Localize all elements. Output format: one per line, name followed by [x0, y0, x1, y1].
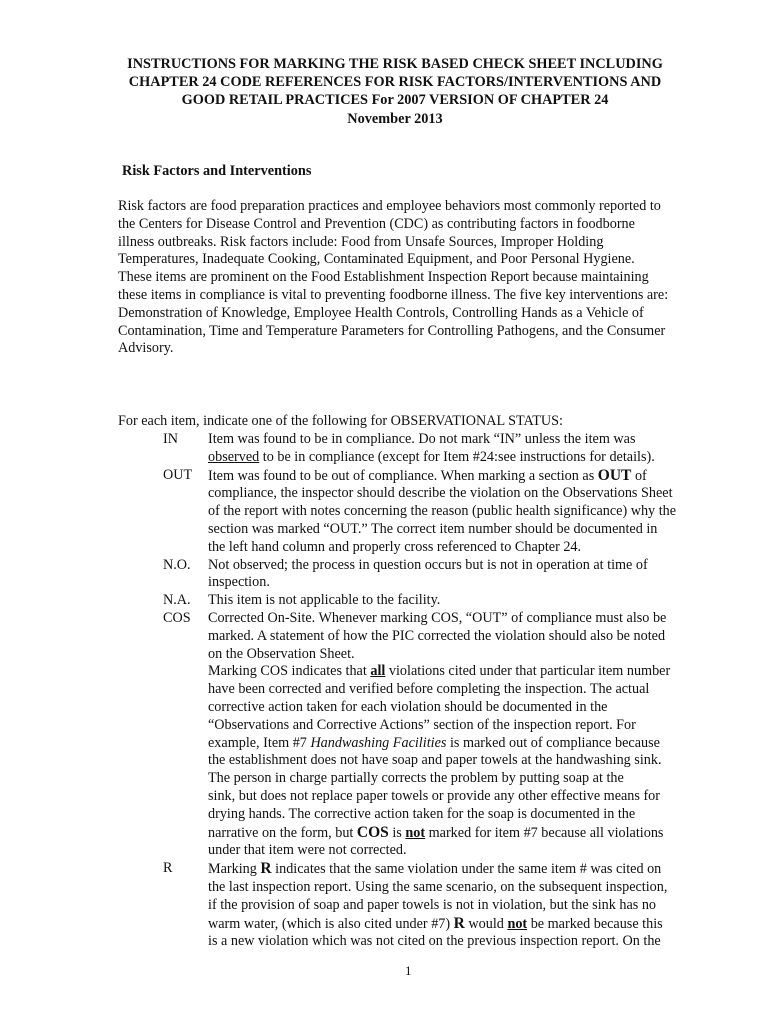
bold-underlined-text: not	[507, 915, 528, 932]
text-run: of	[631, 467, 647, 484]
page-number: 1	[405, 963, 412, 978]
text-run: Marking COS indicates that	[208, 663, 371, 680]
status-code: OUT	[163, 466, 193, 483]
bold-text: R	[453, 914, 465, 932]
description-line: Not observed; the process in question occurs but is not in operation at time of	[208, 556, 648, 573]
text-run: is	[388, 824, 406, 841]
description-line: corrective action taken for each violation should be documented in the	[208, 698, 608, 715]
description-line: compliance, the inspector should describe the violation on the Observations Sheet	[208, 485, 673, 502]
description-line	[208, 449, 718, 467]
description-line	[208, 467, 718, 486]
section-heading: Risk Factors and Interventions	[122, 163, 312, 179]
description-line: section was marked “OUT.” The correct item number should be documented in	[208, 520, 658, 537]
description-line: is a new violation which was not cited on the previous inspection report. On the	[208, 933, 661, 950]
text-run: violations cited under that particular item number	[385, 663, 671, 680]
text-run: narrative on the form, but	[208, 824, 357, 841]
paragraph-line: the Centers for Disease Control and Prevention (CDC) as contributing factors in foodborne	[118, 215, 635, 232]
description-line: have been corrected and verified before completing the inspection. The actual	[208, 681, 650, 698]
status-code: N.O.	[163, 556, 191, 573]
bold-underlined-text: not	[405, 824, 426, 841]
title-line: CHAPTER 24 CODE REFERENCES FOR RISK FACTORS/INTERVENTIONS AND	[128, 74, 662, 91]
paragraph-line: These items are prominent on the Food Establishment Inspection Report because maintaining	[118, 269, 649, 286]
title-line: INSTRUCTIONS FOR MARKING THE RISK BASED CHECK SHEET INCLUDING	[127, 56, 663, 72]
status-item-repeat	[0, 860, 768, 951]
status-code: IN	[163, 431, 178, 447]
status-item-out	[0, 467, 768, 557]
paragraph-line: these items in compliance is vital to preventing foodborne illness. The five key interventions are:	[118, 286, 669, 303]
description-line: the last inspection report. Using the same scenario, on the subsequent inspection,	[208, 878, 668, 895]
bold-text: COS	[356, 823, 389, 841]
paragraph-line: Advisory.	[118, 340, 174, 357]
intro-paragraph	[118, 198, 708, 358]
bold-text: OUT	[597, 466, 632, 484]
paragraph-line: Temperatures, Inadequate Cooking, Contaminated Equipment, and Poor Personal Hygiene.	[118, 251, 635, 268]
bold-text: R	[260, 860, 272, 878]
status-description	[208, 860, 718, 951]
description-line	[208, 735, 718, 753]
italic-text: Handwashing Facilities	[310, 734, 447, 751]
description-line: The person in charge partially corrects the problem by putting soap at the	[208, 770, 624, 787]
paragraph-line: Demonstration of Knowledge, Employee Health Controls, Controlling Hands as a Vehicle of	[118, 304, 644, 321]
text-run: is marked out of compliance because	[446, 734, 660, 751]
status-code: R	[163, 860, 173, 877]
description-line	[208, 860, 718, 879]
text-run: would	[464, 915, 508, 932]
description-line: Item was found to be in compliance. Do not mark “IN” unless the item was	[208, 431, 636, 447]
description-line: This item is not applicable to the facility.	[208, 592, 441, 609]
description-line: Corrected On-Site. Whenever marking COS, “OUT” of compliance must also be	[208, 609, 667, 626]
status-list	[0, 431, 768, 951]
title-date: November 2013	[347, 110, 443, 127]
status-intro: For each item, indicate one of the following for OBSERVATIONAL STATUS:	[118, 413, 563, 429]
text-run: to be in compliance (except for Item #24:see instructions for details).	[259, 448, 655, 465]
status-code: N.A.	[163, 592, 191, 609]
text-run: marked for item #7 because all violations	[425, 824, 664, 841]
status-description	[208, 557, 718, 593]
status-description	[208, 610, 718, 860]
paragraph-line: illness outbreaks. Risk factors include: Food from Unsafe Sources, Improper Holding	[118, 233, 604, 250]
description-line: under that item were not corrected.	[208, 842, 407, 859]
status-item-cos	[0, 610, 768, 860]
status-item-not-applicable	[0, 592, 768, 610]
underlined-text: observed	[208, 448, 260, 465]
status-description	[208, 592, 718, 610]
title-line: GOOD RETAIL PRACTICES For 2007 VERSION OF CHAPTER 24	[181, 92, 609, 109]
description-line: marked. A statement of how the PIC corrected the violation should also be noted	[208, 627, 666, 644]
text-run: Marking	[208, 861, 261, 878]
paragraph-line: Contamination, Time and Temperature Parameters for Controlling Pathogens, and the Consumer	[118, 322, 666, 339]
description-line: the left hand column and properly cross referenced to Chapter 24.	[208, 538, 582, 555]
text-run: Item was found to be out of compliance. When marking a section as	[208, 467, 598, 484]
text-run: example, Item #7	[208, 734, 311, 751]
bold-underlined-text: all	[370, 663, 386, 680]
description-line: the establishment does not have soap and paper towels at the handwashing sink.	[208, 752, 662, 769]
description-line	[208, 824, 718, 843]
status-code: COS	[163, 609, 191, 626]
description-line: on the Observation Sheet.	[208, 645, 355, 662]
description-line: drying hands. The corrective action taken for the soap is documented in the	[208, 805, 636, 822]
description-line	[208, 663, 718, 681]
status-description	[208, 467, 718, 557]
description-line: if the provision of soap and paper towels is not in violation, but the sink has no	[208, 896, 657, 913]
status-description	[208, 431, 718, 467]
description-line: inspection.	[208, 574, 270, 591]
description-line: of the report with notes concerning the reason (public health significance) why the	[208, 503, 677, 520]
text-run: indicates that the same violation under the same item # was cited on	[271, 861, 662, 878]
description-line: “Observations and Corrective Actions” section of the inspection report. For	[208, 716, 636, 733]
description-line	[208, 915, 718, 934]
paragraph-line: Risk factors are food preparation practices and employee behaviors most commonly reported to	[118, 198, 661, 214]
document-title	[90, 55, 700, 128]
status-item-in	[0, 431, 768, 467]
description-line: sink, but does not replace paper towels or provide any other effective means for	[208, 787, 661, 804]
text-run: be marked because this	[527, 915, 663, 932]
status-item-not-observed	[0, 557, 768, 593]
text-run: warm water, (which is also cited under #7)	[208, 915, 454, 932]
